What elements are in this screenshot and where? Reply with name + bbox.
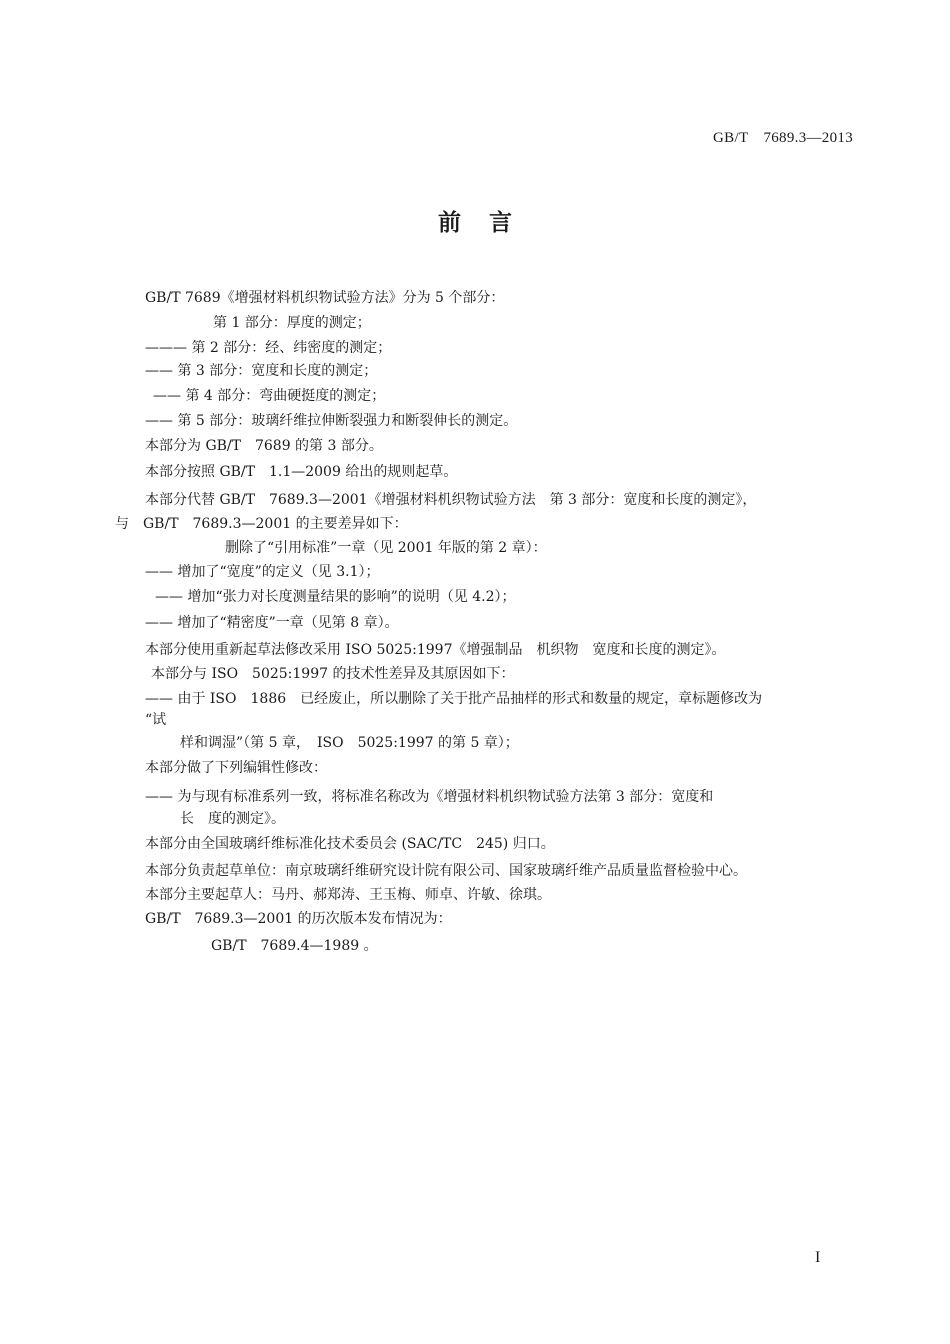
list-item: —— 增加了“精密度”一章（见第 8 章）。 [145, 615, 399, 631]
paragraph-line: 与 GB/T 7689.3—2001 的主要差异如下： [115, 516, 408, 532]
paragraph-line: 本部分为 GB/T 7689 的第 3 部分。 [145, 438, 383, 454]
paragraph-line: GB/T 7689.3—2001 的历次版本发布情况为： [145, 911, 452, 927]
standard-code: GB/T 7689.3—2013 [713, 130, 853, 146]
paragraph-line: 本部分与 ISO 5025:1997 的技术性差异及其原因如下： [151, 666, 515, 682]
list-item: 删除了“引用标准”一章（见 2001 年版的第 2 章）： [225, 540, 547, 556]
paragraph-line: 本部分使用重新起草法修改采用 ISO 5025:1997《增强制品 机织物 宽度和长度的测定》。 [145, 642, 726, 658]
paragraph-line: 本部分代替 GB/T 7689.3—2001《增强材料机织物试验方法 第 3 部分：宽度和长度的测定》， [145, 492, 757, 508]
list-item: ——— 第 2 部分：经、纬密度的测定； [145, 340, 392, 356]
paragraph-line: 本部分负责起草单位：南京玻璃纤维研究设计院有限公司、国家玻璃纤维产品质量监督检验中心。 [145, 863, 747, 879]
list-item: 第 1 部分：厚度的测定； [213, 315, 371, 331]
list-item: —— 为与现有标准系列一致，将标准名称改为《增强材料机织物试验方法第 3 部分：宽度和 [145, 789, 714, 805]
list-item: —— 第 4 部分：弯曲硬挺度的测定； [153, 388, 386, 404]
list-item: GB/T 7689.4—1989 。 [211, 938, 378, 954]
list-item: —— 增加了“宽度”的定义（见 3.1）； [145, 564, 380, 580]
paragraph-line: 本部分做了下列编辑性修改： [145, 760, 327, 776]
list-item: 样和调湿”（第 5 章， ISO 5025:1997 的第 5 章）； [180, 735, 519, 751]
paragraph-line: 本部分按照 GB/T 1.1—2009 给出的规则起草。 [145, 464, 458, 480]
list-item: —— 由于 ISO 1886 已经废止，所以删除了关于批产品抽样的形式和数量的规定，章标题修改为 [145, 691, 763, 707]
paragraph-line: GB/T 7689《增强材料机织物试验方法》分为 5 个部分： [145, 290, 505, 306]
page-number: I [815, 1249, 821, 1266]
paragraph-line: 本部分主要起草人：马丹、郝郑涛、王玉梅、师卓、许敏、徐琪。 [145, 887, 551, 903]
list-item: —— 第 3 部分：宽度和长度的测定； [145, 363, 378, 379]
paragraph-line: 本部分由全国玻璃纤维标准化技术委员会 (SAC/TC 245) 归口。 [145, 836, 555, 852]
list-item: —— 第 5 部分：玻璃纤维拉伸断裂强力和断裂伸长的测定。 [145, 413, 518, 429]
list-item: 长 度的测定》。 [180, 811, 285, 827]
list-item: “试 [145, 712, 167, 728]
list-item: —— 增加“张力对长度测量结果的影响”的说明（见 4.2）； [155, 589, 516, 605]
page-title: 前言 [438, 210, 540, 236]
